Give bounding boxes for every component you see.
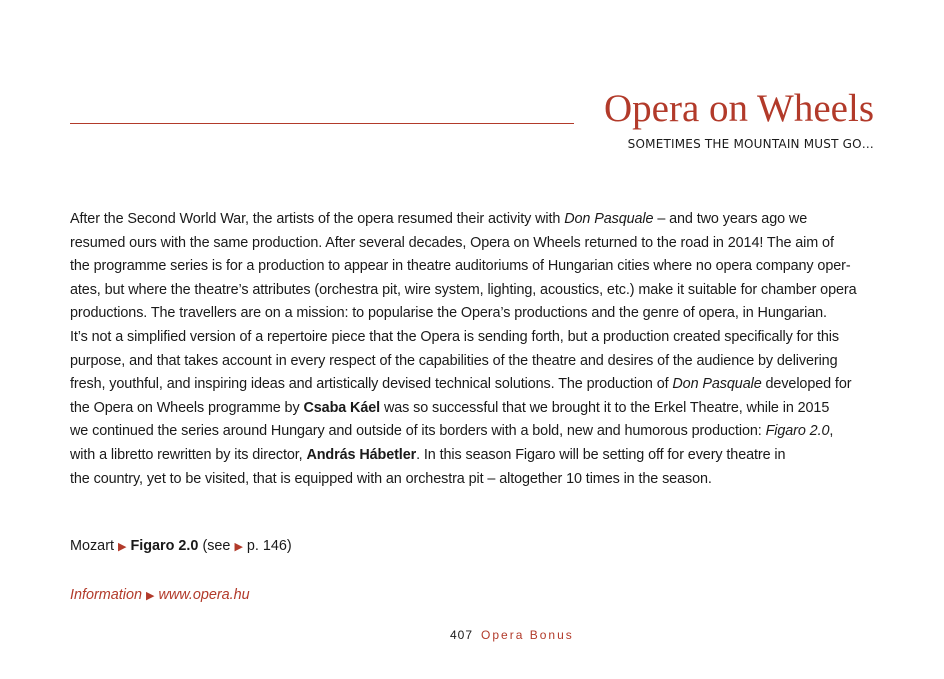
body-text: productions. The travellers are on a mission: to popularise the Opera’s productions and the genre of opera, in Hungarian. [70,305,827,322]
work-title-inline: Figaro 2.0 [765,423,830,440]
body-text: . In this season Figaro will be setting off for every theatre in [416,446,786,463]
body-text: the programme series is for a production to appear in theatre auditoriums of Hungarian cities where no opera company oper- [70,258,851,275]
body-line [70,326,885,350]
body-line [70,302,885,326]
body-line [70,208,885,232]
work-title[interactable]: Figaro 2.0 [130,538,199,554]
body-text: After the Second World War, the artists of the opera resumed their activity with [70,211,565,227]
header-rule [70,123,574,124]
body-text: It’s not a simplified version of a repertoire piece that the Opera is sending forth, but a production created specifically for this [70,328,839,345]
body-line [70,232,885,256]
see-reference: (see [202,538,231,554]
body-text: developed for [761,376,852,393]
work-title-inline: Don Pasquale [672,376,762,393]
page-number: 407 [450,628,474,642]
body-text: ates, but where the theatre’s attributes (orchestra pit, wire system, lighting, acoustics, etc.) make it suitable for chamber opera [70,281,857,298]
section-name: Opera Bonus [481,628,574,642]
work-title-inline: Don Pasquale [564,211,654,227]
body-text: with a libretto rewritten by its director, [70,446,307,463]
body-line [70,373,885,397]
production-credit [70,536,292,557]
article-body [70,208,885,491]
body-text: purpose, and that takes account in every respect of the capabilities of the theatre and desires of the audience by delivering [70,352,838,369]
body-text: the country, yet to be visited, that is equipped with an orchestra pit – altogether 10 times in the season. [70,470,712,487]
body-text: was so successful that we brought it to the Erkel Theatre, while in 2015 [380,399,830,416]
website-link[interactable]: www.opera.hu [158,587,250,603]
triangle-right-icon: ▶ [234,541,243,553]
triangle-right-icon: ▶ [117,541,127,553]
body-text: – and two years ago we [653,211,808,227]
body-text: we continued the series around Hungary and outside of its borders with a bold, new and humorous production: [70,423,766,440]
body-text: resumed ours with the same production. After several decades, Opera on Wheels returned to the road in 2014! The aim of [70,234,834,251]
person-name: Csaba Káel [303,399,381,416]
body-line [70,397,885,421]
composer-name: Mozart [70,538,114,554]
body-line [70,444,885,468]
body-text: the Opera on Wheels programme by [70,399,304,416]
person-name: András Hábetler [306,446,417,463]
page-footer [450,627,574,643]
body-line [70,420,885,444]
information-label: Information [70,587,142,603]
body-line [70,468,885,492]
triangle-right-icon: ▶ [146,590,155,602]
body-text: fresh, youthful, and inspiring ideas and artistically devised technical solutions. The production of [70,376,673,393]
body-line [70,255,885,279]
body-line [70,350,885,374]
page-reference[interactable]: p. 146) [246,538,292,554]
information-line [70,585,250,606]
body-line [70,279,885,303]
page-subtitle: SOMETIMES THE MOUNTAIN MUST GO… [627,137,874,151]
page-title: Opera on Wheels [603,87,874,130]
body-text: , [829,423,834,440]
